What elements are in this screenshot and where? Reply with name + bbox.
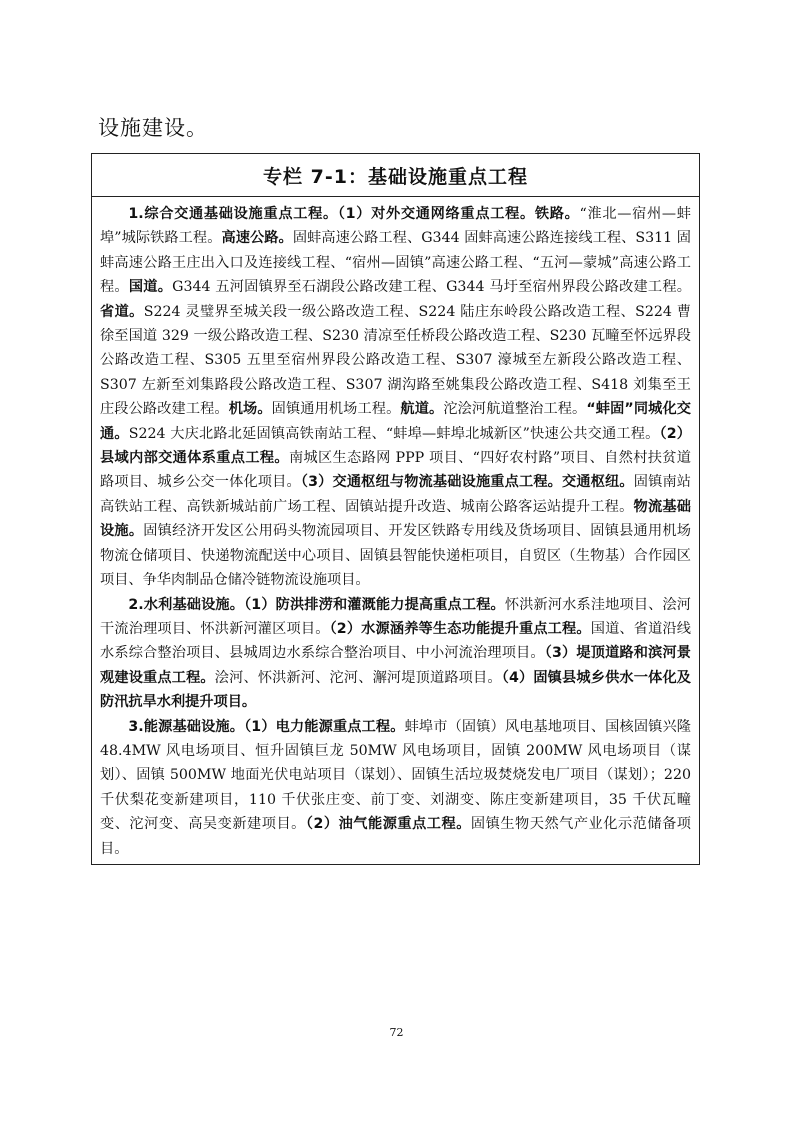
bold-heading-run: “蚌固”同城化交通。 [100, 401, 691, 442]
text-run: 固镇通用机场工程。 [271, 401, 401, 418]
paragraph [100, 715, 691, 861]
text-run: G344 五河固镇界至石湖段公路改建工程、G344 马圩至宿州界段公路改建工程。 [172, 279, 691, 296]
text-run: S224 灵璧界至城关段一级公路改造工程、S224 陆庄东岭段公路改造工程、S224 曹徐至国道 329 一级公路改造工程、S230 清凉至任桥段公路改造工程、S230 瓦疃至怀远界段公路改造工程、S305 五里至宿州界段公路改造工程、S307 濠城至左新段公路改造工程、S307 左新至刘集路段公路改造工程、S307 湖沟路至姚集段公路改造工程、S418 刘集至王庄段公路改建工程。 [100, 303, 691, 418]
column-box [91, 153, 700, 865]
text-run: 固蚌高速公路工程、G344 固蚌高速公路连接线工程、S311 固蚌高速公路王庄出入口及连接线工程、“宿州—固镇”高速公路工程、“五河—蒙城”高速公路工程。 [100, 230, 691, 296]
text-run: S224 大庆北路北延固镇高铁南站工程、“蚌埠—蚌埠北城新区”快速公共交通工程。 [128, 425, 660, 442]
bold-heading-run: （2）油气能源重点工程。 [305, 816, 471, 833]
text-run: 蚌埠市（固镇）风电基地项目、国核固镇兴隆 48.4MW 风电场项目、恒升固镇巨龙 50MW 风电场项目，固镇 200MW 风电场项目（谋划）、固镇 500MW 地面光伏电站项目（谋划）、固镇生活垃圾焚烧发电厂项目（谋划）；220 千伏梨花变新建项目，110 千伏张庄变、前丁变、刘湖变、陈庄变新建项目，35 千伏瓦疃变、沱河变、高吴变新建项目。 [100, 718, 691, 833]
text-run: 固镇生物天然气产业化示范储备项目。 [100, 816, 691, 857]
bold-heading-run: 1.综合交通基础设施重点工程。（1）对外交通网络重点工程。铁路。 [128, 206, 580, 222]
text-run: 南城区生态路网 PPP 项目、“四好农村路”项目、自然村扶贫道路项目、城乡公交一体化项目。 [100, 450, 691, 491]
bold-heading-run: （2）水源涵养等生态功能提升重点工程。 [329, 620, 591, 637]
text-run: 固镇经济开发区公用码头物流园项目、开发区铁路专用线及货场项目、固镇县通用机场物流仓储项目、快递物流配送中心项目、固镇县智能快递柜项目，自贸区（生物基）合作园区项目、争华肉制品仓储冷链物流设施项目。 [100, 523, 691, 589]
bold-heading-run: 2.水利基础设施。（1）防洪排涝和灌溉能力提高重点工程。 [128, 596, 505, 613]
bold-heading-run: 高速公路。 [221, 230, 293, 247]
page-number: 72 [389, 1026, 404, 1039]
bold-heading-run: 3.能源基础设施。（1）电力能源重点工程。 [128, 718, 405, 735]
bold-heading-run: 航道。 [400, 401, 444, 418]
bold-heading-run: 物流基础设施。 [100, 498, 691, 540]
text-run: “淮北—宿州—蚌埠”城际铁路工程。 [100, 206, 691, 247]
text-run: 浍河、怀洪新河、沱河、澥河堤顶道路项目。 [214, 669, 502, 686]
paragraph [100, 202, 691, 593]
text-run: 沱浍河航道整治工程。 [443, 401, 587, 418]
bold-heading-run: （3）堤顶道路和滨河景观建设重点工程。 [100, 645, 691, 686]
bold-heading-run: （2）县域内部交通体系重点工程。 [100, 425, 691, 467]
bold-heading-run: 省道。 [100, 303, 144, 320]
column-title: 专栏 7-1：基础设施重点工程 [92, 154, 699, 197]
text-run: 国道、省道沿线水系综合整治项目、县城周边水系综合整治项目、中小河流治理项目。 [100, 620, 691, 662]
text-run: 怀洪新河水系洼地项目、浍河干流治理项目、怀洪新河灌区项目。 [100, 596, 691, 637]
bold-heading-run: （3）交通枢纽与物流基础设施重点工程。交通枢纽。 [300, 474, 634, 491]
lead-text: 设施建设。 [98, 116, 208, 140]
text-run: 固镇南站高铁站工程、高铁新城站前广场工程、固镇站提升改造、城南公路客运站提升工程。 [100, 474, 691, 515]
bold-heading-run: 机场。 [228, 401, 272, 418]
column-body [92, 197, 699, 861]
paragraph [100, 593, 691, 715]
bold-heading-run: 国道。 [128, 279, 173, 296]
bold-heading-run: （4）固镇县城乡供水一体化及防汛抗旱水利提升项目。 [100, 669, 691, 711]
